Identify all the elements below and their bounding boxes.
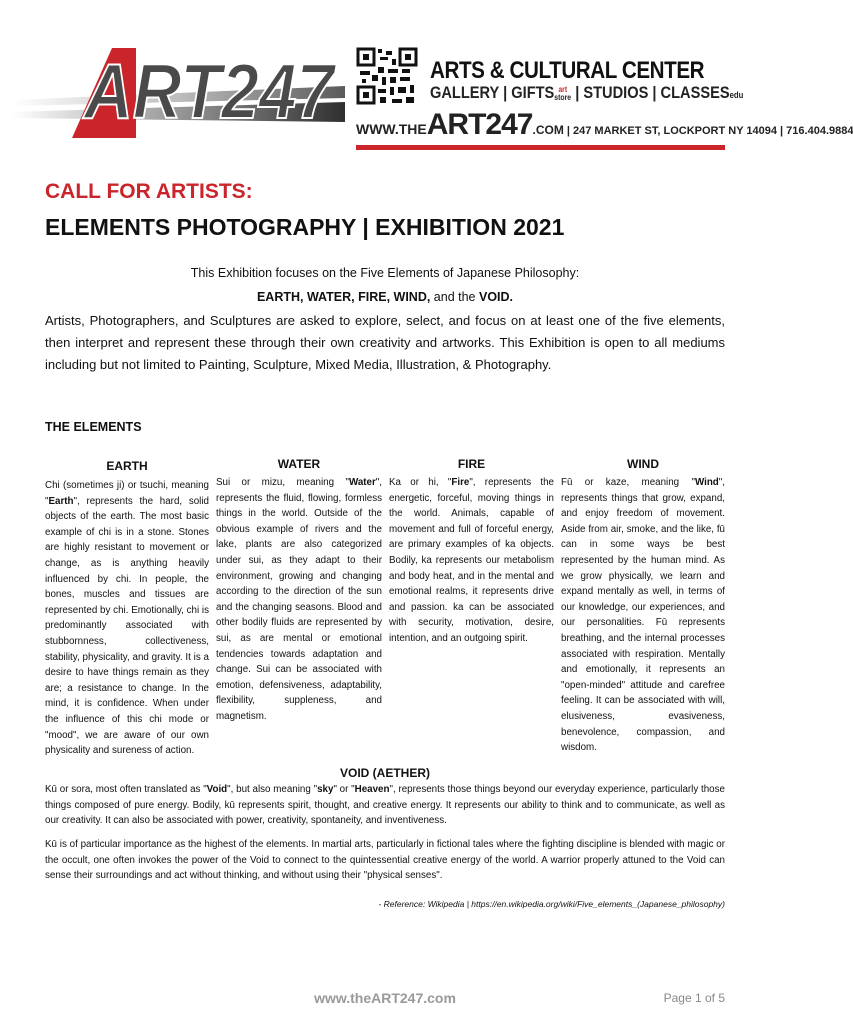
- earth-heading: EARTH: [106, 459, 148, 473]
- intro-paragraph: Artists, Photographers, and Sculptures are asked to explore, select, and focus on at least one of the five elements, then interpret and represent these through their own creativity and artworks. This Exhibition is open to all mediums including but not limited to Painting, Sculpture, Mixed Media, Illustration, & Photography.: [45, 313, 725, 372]
- url-big: ART247: [426, 108, 533, 141]
- void-text-1d: ", represents those things beyond our everyday experience, particularly those things composed of pure energy. Bodily, kū represents spirit, thought, and creative energy. It represents our ability to think and to communicate, as well as our creativity. It can also be associated with power, creativity, spontaneity, and inventiveness.: [45, 784, 725, 826]
- fire-heading: FIRE: [457, 457, 486, 471]
- earth-text: [45, 478, 209, 759]
- water-text: [216, 475, 382, 725]
- intro-line-2: [0, 290, 770, 304]
- water-text-1: Sui or mizu, meaning ": [216, 477, 349, 488]
- water-word: Water: [348, 477, 376, 488]
- org-services: [430, 83, 743, 103]
- void-text-1a: Kū or sora, most often translated as ": [45, 784, 207, 795]
- qr-code-icon: [356, 47, 418, 105]
- url-suffix: .COM: [532, 123, 564, 137]
- wind-text-1: Fū or kaze, meaning ": [561, 477, 695, 488]
- sky-word: sky: [317, 784, 334, 795]
- void-word: VOID.: [478, 290, 514, 304]
- org-sub-art: art: [558, 84, 568, 94]
- wind-heading: WIND: [627, 457, 659, 471]
- art247-logo: [12, 40, 345, 140]
- reference-citation: - Reference: Wikipedia | https://en.wikipedia.org/wiki/Five_elements_(Japanese_philosophy): [378, 899, 725, 909]
- org-sub-gallery: GALLERY | GIFTS: [430, 83, 555, 102]
- water-heading: WATER: [277, 457, 321, 471]
- call-title: CALL FOR ARTISTS:: [45, 180, 253, 203]
- earth-text-2: ", represents the hard, solid objects of the earth. The most basic example of chi is in a stone. Stones are highly resistant to movement or change, as is anything heavily influenced by chi. In people, the bones, muscles and tissues are represented by chi. Emotionally, chi is predominantly associated with stubbornness, collectiveness, stability, physicality, and gravity. It is a desire to have things remain as they are; a resistance to change. In the mind, it is confidence. When under the influence of this chi mode or "mood", we are aware of our own physicality and sureness of action.: [45, 495, 209, 757]
- wind-text-2: ", represents things that grow, expand, and enjoy freedom of movement. Aside from air, smoke, and the like, fū can in some ways be best represented by the human mind. As we grow physically, we learn and expand mentally as well, in terms of our knowledge, our experiences, and our personalities. Fū represents breathing, and the internal processes associated with respiration. Mentally and emotionally, it represents an "open-minded" attitude and carefree feeling. It can be associated with will, elusiveness, evasiveness, benevolence, compassion, and wisdom.: [561, 477, 725, 754]
- wind-word: Wind: [694, 477, 719, 488]
- org-contact-line: [356, 108, 853, 142]
- org-sub-rest: | STUDIOS | CLASSES: [571, 83, 730, 102]
- org-sub-store: store: [554, 92, 572, 102]
- intro-line-1: This Exhibition focuses on the Five Elements of Japanese Philosophy:: [190, 266, 580, 280]
- intro-line-2-mid: and the: [430, 290, 479, 304]
- elements-heading: THE ELEMENTS: [45, 420, 142, 434]
- element-list: EARTH, WATER, FIRE, WIND,: [256, 290, 431, 304]
- fire-word: Fire: [451, 477, 470, 488]
- fire-text-1: Ka or hi, ": [389, 477, 452, 488]
- exhibition-title: ELEMENTS PHOTOGRAPHY | EXHIBITION 2021: [45, 214, 565, 240]
- void-heading: VOID (AETHER): [340, 766, 430, 780]
- footer-url[interactable]: www.theART247.com: [314, 990, 456, 1006]
- void-word-bold: Void: [206, 784, 228, 795]
- heaven-word: Heaven: [354, 784, 390, 795]
- void-text-1b: ", but also meaning ": [227, 784, 318, 795]
- void-text-1c: " or ": [333, 784, 355, 795]
- water-text-2: ", represents the fluid, flowing, formless things in the world. Outside of the obvious example of rivers and the lake, plants are also categorized under sui, as they adapt to their environment, growing and changing according to the direction of the sun and the changing seasons. Blood and other bodily fluids are represented by sui, as are mental or emotional tendencies towards adaptation and change. Sui can be associated with emotion, defensiveness, adaptability, flexibility, suppleness, and magnetism.: [216, 477, 382, 722]
- header-rule: [356, 145, 725, 150]
- org-sub-edu: edu: [729, 90, 744, 100]
- void-paragraph-2: Kū is of particular importance as the highest of the elements. In martial arts, particularly in fictional tales where the fighting discipline is blended with magic or the occult, one often invokes the power of the Void to connect to the quintessential creative energy of the world. A warrior properly attuned to the Void can sense their surroundings and act without thinking, and without using their "physical senses".: [45, 839, 725, 881]
- void-paragraph-1: [45, 782, 725, 829]
- fire-text: [389, 475, 554, 647]
- org-address: | 247 MARKET ST, LOCKPORT NY 14094 | 716.404.9884: [563, 125, 853, 137]
- earth-word: Earth: [48, 495, 74, 507]
- page-number: Page 1 of 5: [663, 991, 725, 1005]
- url-prefix: WWW.THE: [356, 121, 427, 137]
- fire-text-2: ", represents the energetic, forceful, moving things in the world. Animals, capable of movement and full of forceful energy, are primary examples of ka objects. Bodily, ka represents our metabolism and body heat, and in the mental and emotional realms, it represents drive and passion. ka can be associated with security, motivation, desire, intention, and an outgoing spirit.: [389, 477, 554, 644]
- earth-text-1: Chi (sometimes ji) or tsuchi, meaning ": [45, 480, 209, 507]
- wind-text: [561, 475, 725, 756]
- org-name: ARTS & CULTURAL CENTER: [430, 57, 705, 84]
- svg-text:ART247: ART247: [82, 47, 338, 135]
